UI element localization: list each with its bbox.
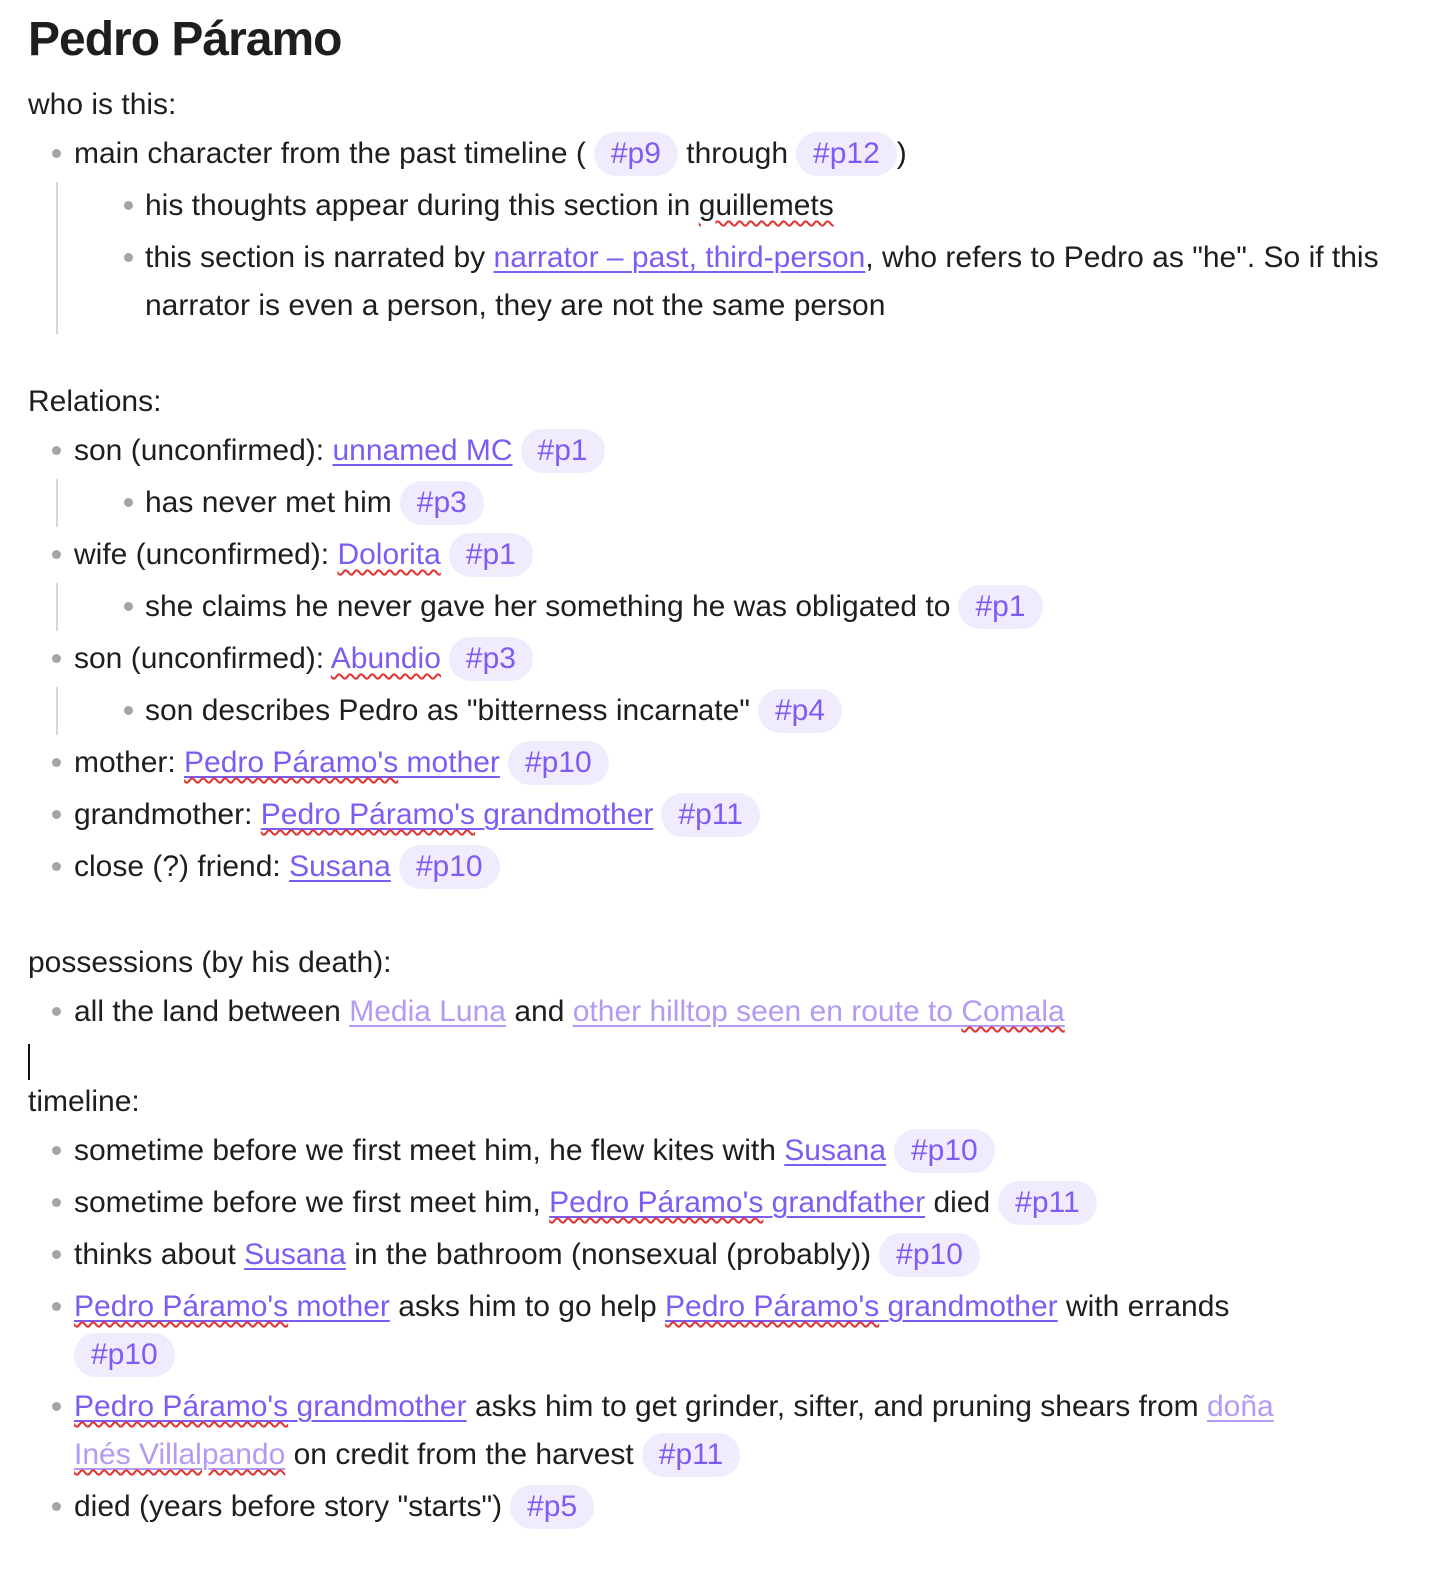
item-text: son (unconfirmed): — [74, 434, 333, 467]
timeline-heading: timeline: — [28, 1085, 140, 1118]
link-pedro-paramos-grandmother[interactable] — [74, 1390, 467, 1423]
list-item[interactable] — [28, 1231, 1418, 1279]
bullet[interactable] — [52, 427, 62, 475]
section-who — [28, 87, 1418, 330]
misspelled-word: Comala — [961, 995, 1065, 1028]
list-item[interactable] — [28, 1127, 1418, 1175]
item-text: all the land between — [74, 995, 350, 1028]
list-item[interactable] — [28, 1483, 1418, 1531]
possessions-heading: possessions (by his death): — [28, 946, 392, 979]
item-text: thinks about — [74, 1238, 245, 1271]
item-text: through — [686, 137, 789, 170]
misspelled-word: Pedro Páramo's — [549, 1186, 764, 1219]
list-item[interactable] — [28, 1179, 1418, 1227]
misspelled-word: Pedro Páramo's — [665, 1290, 880, 1323]
tag-chip[interactable]: #p10 — [74, 1333, 175, 1377]
item-text: son (unconfirmed): — [74, 642, 331, 675]
item-text: died — [925, 1186, 991, 1219]
item-text: ) — [896, 137, 907, 170]
bullet[interactable] — [52, 531, 62, 579]
link-pedro-paramos-grandfather[interactable] — [549, 1186, 925, 1219]
link-text: doña — [1206, 1390, 1274, 1423]
link-abundio[interactable]: Abundio — [330, 642, 441, 675]
item-text: his thoughts appear during this section in — [145, 189, 699, 222]
item-text: in the bathroom (nonsexual (probably)) — [345, 1238, 872, 1271]
item-text: has never met him — [145, 486, 392, 519]
tag-chip[interactable]: #p3 — [400, 481, 484, 525]
section-possessions — [28, 945, 1418, 1084]
bullet[interactable] — [52, 1483, 62, 1531]
tag-chip[interactable]: #p3 — [449, 637, 533, 681]
bullet[interactable] — [52, 635, 62, 683]
text-cursor — [28, 1044, 30, 1080]
tag-chip[interactable]: #p12 — [796, 132, 897, 176]
list-item[interactable] — [28, 635, 1418, 683]
bullet[interactable] — [52, 843, 62, 891]
note-page — [28, 0, 1418, 1531]
tag-chip[interactable]: #p11 — [661, 793, 760, 837]
item-text: close (?) friend: — [74, 850, 290, 883]
list-item[interactable] — [28, 988, 1418, 1036]
bullet[interactable] — [124, 234, 134, 282]
misspelled-word: Pedro Páramo's — [74, 1390, 289, 1423]
link-other-hilltop[interactable] — [573, 995, 1065, 1028]
tag-chip[interactable]: #p4 — [758, 689, 842, 733]
item-text: this section is narrated by — [145, 241, 494, 274]
bullet[interactable] — [52, 1179, 62, 1227]
bullet[interactable] — [124, 687, 134, 735]
link-text: mother — [398, 746, 500, 779]
list-item[interactable] — [28, 1283, 1418, 1379]
tag-chip[interactable]: #p9 — [594, 132, 678, 176]
link-text: mother — [288, 1290, 390, 1323]
misspelled-word: Pedro Páramo's — [74, 1290, 289, 1323]
bullet[interactable] — [52, 739, 62, 787]
bullet[interactable] — [52, 1127, 62, 1175]
tag-chip[interactable]: #p11 — [998, 1181, 1097, 1225]
list-item[interactable] — [28, 130, 1418, 178]
tag-chip[interactable]: #p10 — [399, 845, 500, 889]
item-text: wife (unconfirmed): — [74, 538, 338, 571]
link-dolorita[interactable]: Dolorita — [337, 538, 441, 571]
list-item[interactable] — [28, 687, 1418, 735]
item-text: son describes Pedro as "bitterness incarnate" — [145, 694, 750, 727]
who-heading: who is this: — [28, 88, 177, 121]
item-text: asks him to go help — [389, 1290, 666, 1323]
link-narrator[interactable]: narrator – past, third-person — [493, 241, 866, 274]
list-item[interactable] — [28, 1383, 1418, 1479]
item-text: with errands — [1057, 1290, 1230, 1323]
misspelled-word: Pedro Páramo's — [260, 798, 475, 831]
bullet[interactable] — [124, 479, 134, 527]
misspelled-word: Pedro Páramo's — [184, 746, 399, 779]
item-text: she claims he never gave her something he was obligated to — [145, 590, 951, 623]
bullet[interactable] — [124, 583, 134, 631]
link-susana[interactable]: Susana — [244, 1238, 346, 1271]
link-text: grandmother — [474, 798, 654, 831]
item-text: and — [506, 995, 573, 1028]
item-text: sometime before we first meet him, he flew kites with — [74, 1134, 785, 1167]
item-text: on credit from the harvest — [285, 1438, 634, 1471]
link-pedro-paramos-grandmother[interactable] — [665, 1290, 1058, 1323]
bullet[interactable] — [124, 182, 134, 230]
bullet[interactable] — [52, 791, 62, 839]
link-unnamed-mc[interactable]: unnamed MC — [332, 434, 513, 467]
link-text: grandmother — [879, 1290, 1058, 1323]
list-item[interactable] — [28, 739, 1418, 787]
relations-heading: Relations: — [28, 385, 162, 418]
misspelled-word: guillemets — [698, 189, 834, 222]
list-item[interactable] — [28, 182, 1418, 230]
section-relations — [28, 384, 1418, 891]
tag-chip[interactable]: #p11 — [642, 1433, 741, 1477]
section-timeline — [28, 1084, 1418, 1531]
link-pedro-paramos-mother[interactable] — [74, 1290, 390, 1323]
list-item[interactable] — [28, 583, 1418, 631]
item-text: sometime before we first meet him, — [74, 1186, 550, 1219]
list-item[interactable] — [28, 427, 1418, 475]
tag-chip[interactable]: #p10 — [508, 741, 609, 785]
link-pedro-paramos-grandmother[interactable] — [261, 798, 654, 831]
item-text: , who refers to Pedro as "he". So if this narrator is even a person, they are not the same person — [145, 241, 1379, 322]
item-text: main character from the past timeline ( — [74, 137, 586, 170]
tag-chip[interactable]: #p1 — [958, 585, 1042, 629]
bullet[interactable] — [52, 130, 62, 178]
item-text: asks him to get grinder, sifter, and pruning shears from — [466, 1390, 1207, 1423]
list-item[interactable] — [28, 791, 1418, 839]
tag-chip[interactable]: #p1 — [449, 533, 533, 577]
bullet[interactable] — [52, 988, 62, 1036]
link-text: grandfather — [763, 1186, 926, 1219]
item-text: died (years before story "starts") — [74, 1490, 503, 1523]
item-text: mother: — [74, 746, 185, 779]
tag-chip[interactable]: #p5 — [510, 1485, 594, 1529]
link-pedro-paramos-mother[interactable] — [184, 746, 500, 779]
link-text: other hilltop seen en route to — [572, 995, 962, 1028]
tag-chip[interactable]: #p1 — [521, 429, 605, 473]
bullet[interactable] — [52, 1383, 62, 1431]
list-item[interactable] — [28, 531, 1418, 579]
page-title: Pedro Páramo — [28, 13, 342, 66]
tag-chip[interactable]: #p10 — [894, 1129, 995, 1173]
list-item[interactable] — [28, 234, 1418, 330]
link-susana[interactable]: Susana — [289, 850, 391, 883]
bullet[interactable] — [52, 1283, 62, 1331]
list-item[interactable] — [28, 843, 1418, 891]
item-text: grandmother: — [74, 798, 261, 831]
tag-chip[interactable]: #p10 — [879, 1233, 980, 1277]
bullet[interactable] — [52, 1231, 62, 1279]
list-item[interactable] — [28, 479, 1418, 527]
link-text: grandmother — [288, 1390, 467, 1423]
link-media-luna[interactable]: Media Luna — [349, 995, 506, 1028]
link-susana[interactable]: Susana — [784, 1134, 886, 1167]
misspelled-word: Inés Villalpando — [74, 1438, 286, 1471]
